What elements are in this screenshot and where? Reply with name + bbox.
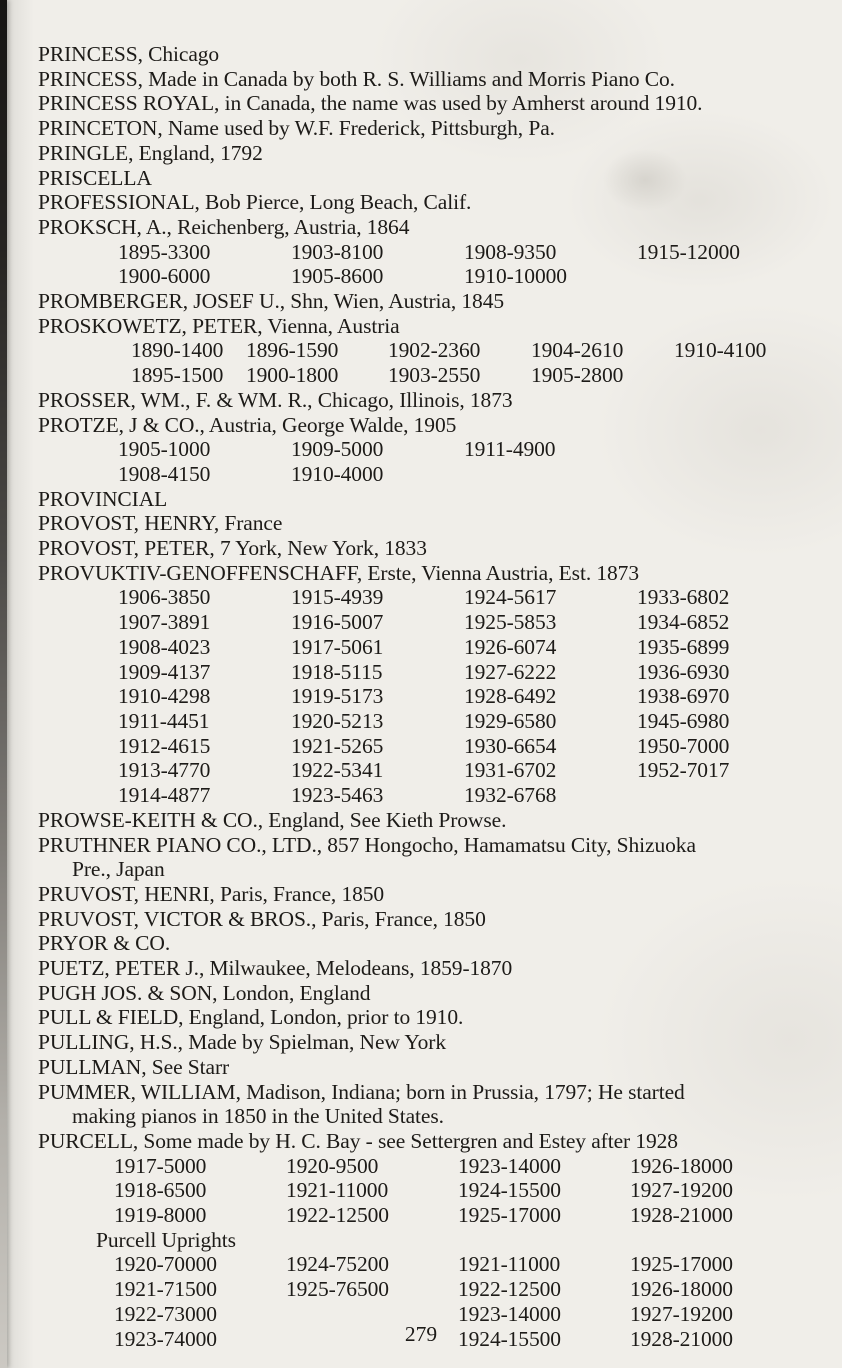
- serial-cell: 1926-6074: [464, 634, 557, 659]
- serial-cell: 1910-10000: [464, 264, 567, 289]
- serial-cell: 1916-5007: [291, 610, 384, 635]
- serial-cell: 1912-4615: [118, 733, 211, 758]
- serial-cell: 1927-19200: [630, 1178, 733, 1203]
- entry-line: PRYOR & CO.: [38, 931, 171, 956]
- serial-cell: 1918-6500: [114, 1178, 207, 1203]
- serial-cell: 1927-19200: [630, 1301, 733, 1326]
- serial-cell: 1934-6852: [637, 610, 730, 635]
- serial-cell: 1923-5463: [291, 783, 384, 808]
- serial-cell: 1900-6000: [118, 264, 211, 289]
- entry-line: PRINGLE, England, 1792: [38, 140, 263, 165]
- serial-cell: 1923-14000: [458, 1301, 561, 1326]
- entry-line: PRUTHNER PIANO CO., LTD., 857 Hongocho, Hamamatsu City, Shizuoka: [38, 832, 696, 857]
- serial-number-table: [118, 585, 818, 807]
- serial-cell: 1931-6702: [464, 758, 557, 783]
- serial-cell: 1924-5617: [464, 585, 557, 610]
- serial-cell: 1920-70000: [114, 1252, 217, 1277]
- serial-cell: 1918-5115: [291, 659, 383, 684]
- serial-cell: 1903-8100: [291, 239, 384, 264]
- entry-line: PROSSER, WM., F. & WM. R., Chicago, Illinois, 1873: [38, 387, 513, 412]
- entry-line: PROWSE-KEITH & CO., England, See Kieth Prowse.: [38, 807, 507, 832]
- entry-line: PULL & FIELD, England, London, prior to 1910.: [38, 1005, 464, 1030]
- entry-line: PUMMER, WILLIAM, Madison, Indiana; born in Prussia, 1797; He started: [38, 1079, 685, 1104]
- serial-cell: 1908-9350: [464, 239, 557, 264]
- serial-cell: [674, 363, 818, 388]
- serial-cell: 1921-11000: [286, 1178, 389, 1203]
- serial-cell: 1936-6930: [637, 659, 730, 684]
- entry-line: PULLMAN, See Starr: [38, 1054, 230, 1079]
- serial-cell: 1895-1500: [131, 363, 224, 388]
- page-number: 279: [404, 1322, 438, 1346]
- serial-cell: 1920-5213: [291, 708, 384, 733]
- serial-cell: 1922-12500: [286, 1203, 389, 1228]
- entry-line: PROTZE, J & CO., Austria, George Walde, 1905: [38, 412, 457, 437]
- sub-heading: Purcell Uprights: [96, 1227, 236, 1252]
- serial-cell: 1924-75200: [286, 1252, 389, 1277]
- entry-line: PROVINCIAL: [38, 486, 168, 511]
- serial-cell: 1905-2800: [531, 363, 624, 388]
- entry-line: PULLING, H.S., Made by Spielman, New York: [38, 1030, 446, 1055]
- entry-line: PROMBERGER, JOSEF U., Shn, Wien, Austria, 1845: [38, 289, 504, 314]
- entry-line: PRUVOST, VICTOR & BROS., Paris, France, 1850: [38, 906, 486, 931]
- serial-cell: 1950-7000: [637, 733, 730, 758]
- serial-cell: 1909-4137: [118, 659, 211, 684]
- serial-cell: [637, 264, 818, 289]
- serial-cell: 1935-6899: [637, 634, 730, 659]
- entry-continuation-line: Pre., Japan: [72, 857, 165, 882]
- entry-line: PROSKOWETZ, PETER, Vienna, Austria: [38, 313, 400, 338]
- serial-cell: 1952-7017: [637, 758, 730, 783]
- serial-cell: [637, 783, 818, 808]
- serial-cell: 1911-4900: [464, 437, 556, 462]
- page-content: [38, 42, 818, 1351]
- serial-cell: 1896-1590: [246, 338, 339, 363]
- serial-cell: 1945-6980: [637, 708, 730, 733]
- serial-cell: 1930-6654: [464, 733, 557, 758]
- serial-cell: 1915-12000: [637, 239, 740, 264]
- serial-number-table: [118, 437, 818, 486]
- serial-cell: 1929-6580: [464, 708, 557, 733]
- entry-line: PRINCESS, Chicago: [38, 42, 220, 66]
- entry-line: PROKSCH, A., Reichenberg, Austria, 1864: [38, 214, 410, 239]
- serial-cell: 1925-17000: [458, 1203, 561, 1228]
- serial-cell: 1913-4770: [118, 758, 211, 783]
- serial-number-table: [118, 240, 818, 289]
- entry-line: PROVOST, PETER, 7 York, New York, 1833: [38, 536, 427, 561]
- serial-cell: 1910-4000: [291, 461, 384, 486]
- serial-cell: 1919-5173: [291, 684, 384, 709]
- serial-cell: 1915-4939: [291, 585, 384, 610]
- serial-cell: 1909-5000: [291, 437, 384, 462]
- serial-cell: 1895-3300: [118, 239, 211, 264]
- serial-cell: 1924-15500: [458, 1326, 561, 1351]
- serial-cell: 1926-18000: [630, 1153, 733, 1178]
- serial-cell: 1905-1000: [118, 437, 211, 462]
- serial-cell: 1925-17000: [630, 1252, 733, 1277]
- entry-line: PROFESSIONAL, Bob Pierce, Long Beach, Calif.: [38, 190, 472, 215]
- serial-cell: 1908-4150: [118, 461, 211, 486]
- serial-cell: 1904-2610: [531, 338, 624, 363]
- serial-cell: 1922-73000: [114, 1301, 217, 1326]
- serial-cell: [464, 462, 637, 487]
- serial-cell: 1900-1800: [246, 363, 339, 388]
- serial-cell: 1905-8600: [291, 264, 384, 289]
- serial-cell: 1926-18000: [630, 1277, 733, 1302]
- serial-cell: 1923-14000: [458, 1153, 561, 1178]
- serial-cell: 1925-5853: [464, 610, 557, 635]
- serial-cell: 1921-5265: [291, 733, 384, 758]
- serial-cell: 1907-3891: [118, 610, 211, 635]
- entry-line: PROVOST, HENRY, France: [38, 511, 283, 536]
- serial-cell: 1928-21000: [630, 1326, 733, 1351]
- serial-cell: 1921-11000: [458, 1252, 561, 1277]
- serial-cell: 1924-15500: [458, 1178, 561, 1203]
- serial-cell: 1932-6768: [464, 783, 557, 808]
- entry-continuation-line: making pianos in 1850 in the United States.: [72, 1104, 444, 1129]
- serial-cell: 1920-9500: [286, 1153, 379, 1178]
- entry-line: PUGH JOS. & SON, London, England: [38, 980, 371, 1005]
- serial-cell: 1922-5341: [291, 758, 384, 783]
- serial-cell: 1902-2360: [388, 338, 481, 363]
- serial-cell: 1911-4451: [118, 708, 210, 733]
- serial-cell: 1928-21000: [630, 1203, 733, 1228]
- serial-cell: 1890-1400: [131, 338, 224, 363]
- entry-line: PRINCESS ROYAL, in Canada, the name was used by Amherst around 1910.: [38, 91, 703, 116]
- serial-cell: 1914-4877: [118, 783, 211, 808]
- serial-cell: 1917-5061: [291, 634, 384, 659]
- serial-cell: 1938-6970: [637, 684, 730, 709]
- serial-cell: 1917-5000: [114, 1153, 207, 1178]
- serial-cell: 1923-74000: [114, 1326, 217, 1351]
- entry-line: PRINCESS, Made in Canada by both R. S. Williams and Morris Piano Co.: [38, 66, 675, 91]
- serial-cell: 1906-3850: [118, 585, 211, 610]
- serial-number-table: [114, 1154, 818, 1228]
- scan-edge-shadow: [0, 0, 7, 1368]
- serial-cell: 1921-71500: [114, 1277, 217, 1302]
- serial-cell: 1928-6492: [464, 684, 557, 709]
- serial-cell: 1908-4023: [118, 634, 211, 659]
- serial-cell: 1910-4100: [674, 338, 767, 363]
- serial-cell: 1903-2550: [388, 363, 481, 388]
- entry-line: PROVUKTIV-GENOFFENSCHAFF, Erste, Vienna Austria, Est. 1873: [38, 560, 639, 585]
- serial-cell: 1925-76500: [286, 1277, 389, 1302]
- serial-cell: [637, 437, 818, 462]
- entry-line: PRISCELLA: [38, 165, 152, 190]
- serial-cell: 1933-6802: [637, 585, 730, 610]
- entry-line: PRUVOST, HENRI, Paris, France, 1850: [38, 881, 385, 906]
- entry-line: PUETZ, PETER J., Milwaukee, Melodeans, 1859-1870: [38, 956, 513, 981]
- serial-cell: 1919-8000: [114, 1203, 207, 1228]
- serial-cell: 1927-6222: [464, 659, 557, 684]
- serial-cell: [637, 462, 818, 487]
- entry-line: PRINCETON, Name used by W.F. Frederick, Pittsburgh, Pa.: [38, 116, 555, 141]
- serial-number-table: [131, 338, 818, 387]
- entry-line: PURCELL, Some made by H. C. Bay - see Settergren and Estey after 1928: [38, 1128, 678, 1153]
- serial-cell: 1922-12500: [458, 1277, 561, 1302]
- serial-cell: 1910-4298: [118, 684, 211, 709]
